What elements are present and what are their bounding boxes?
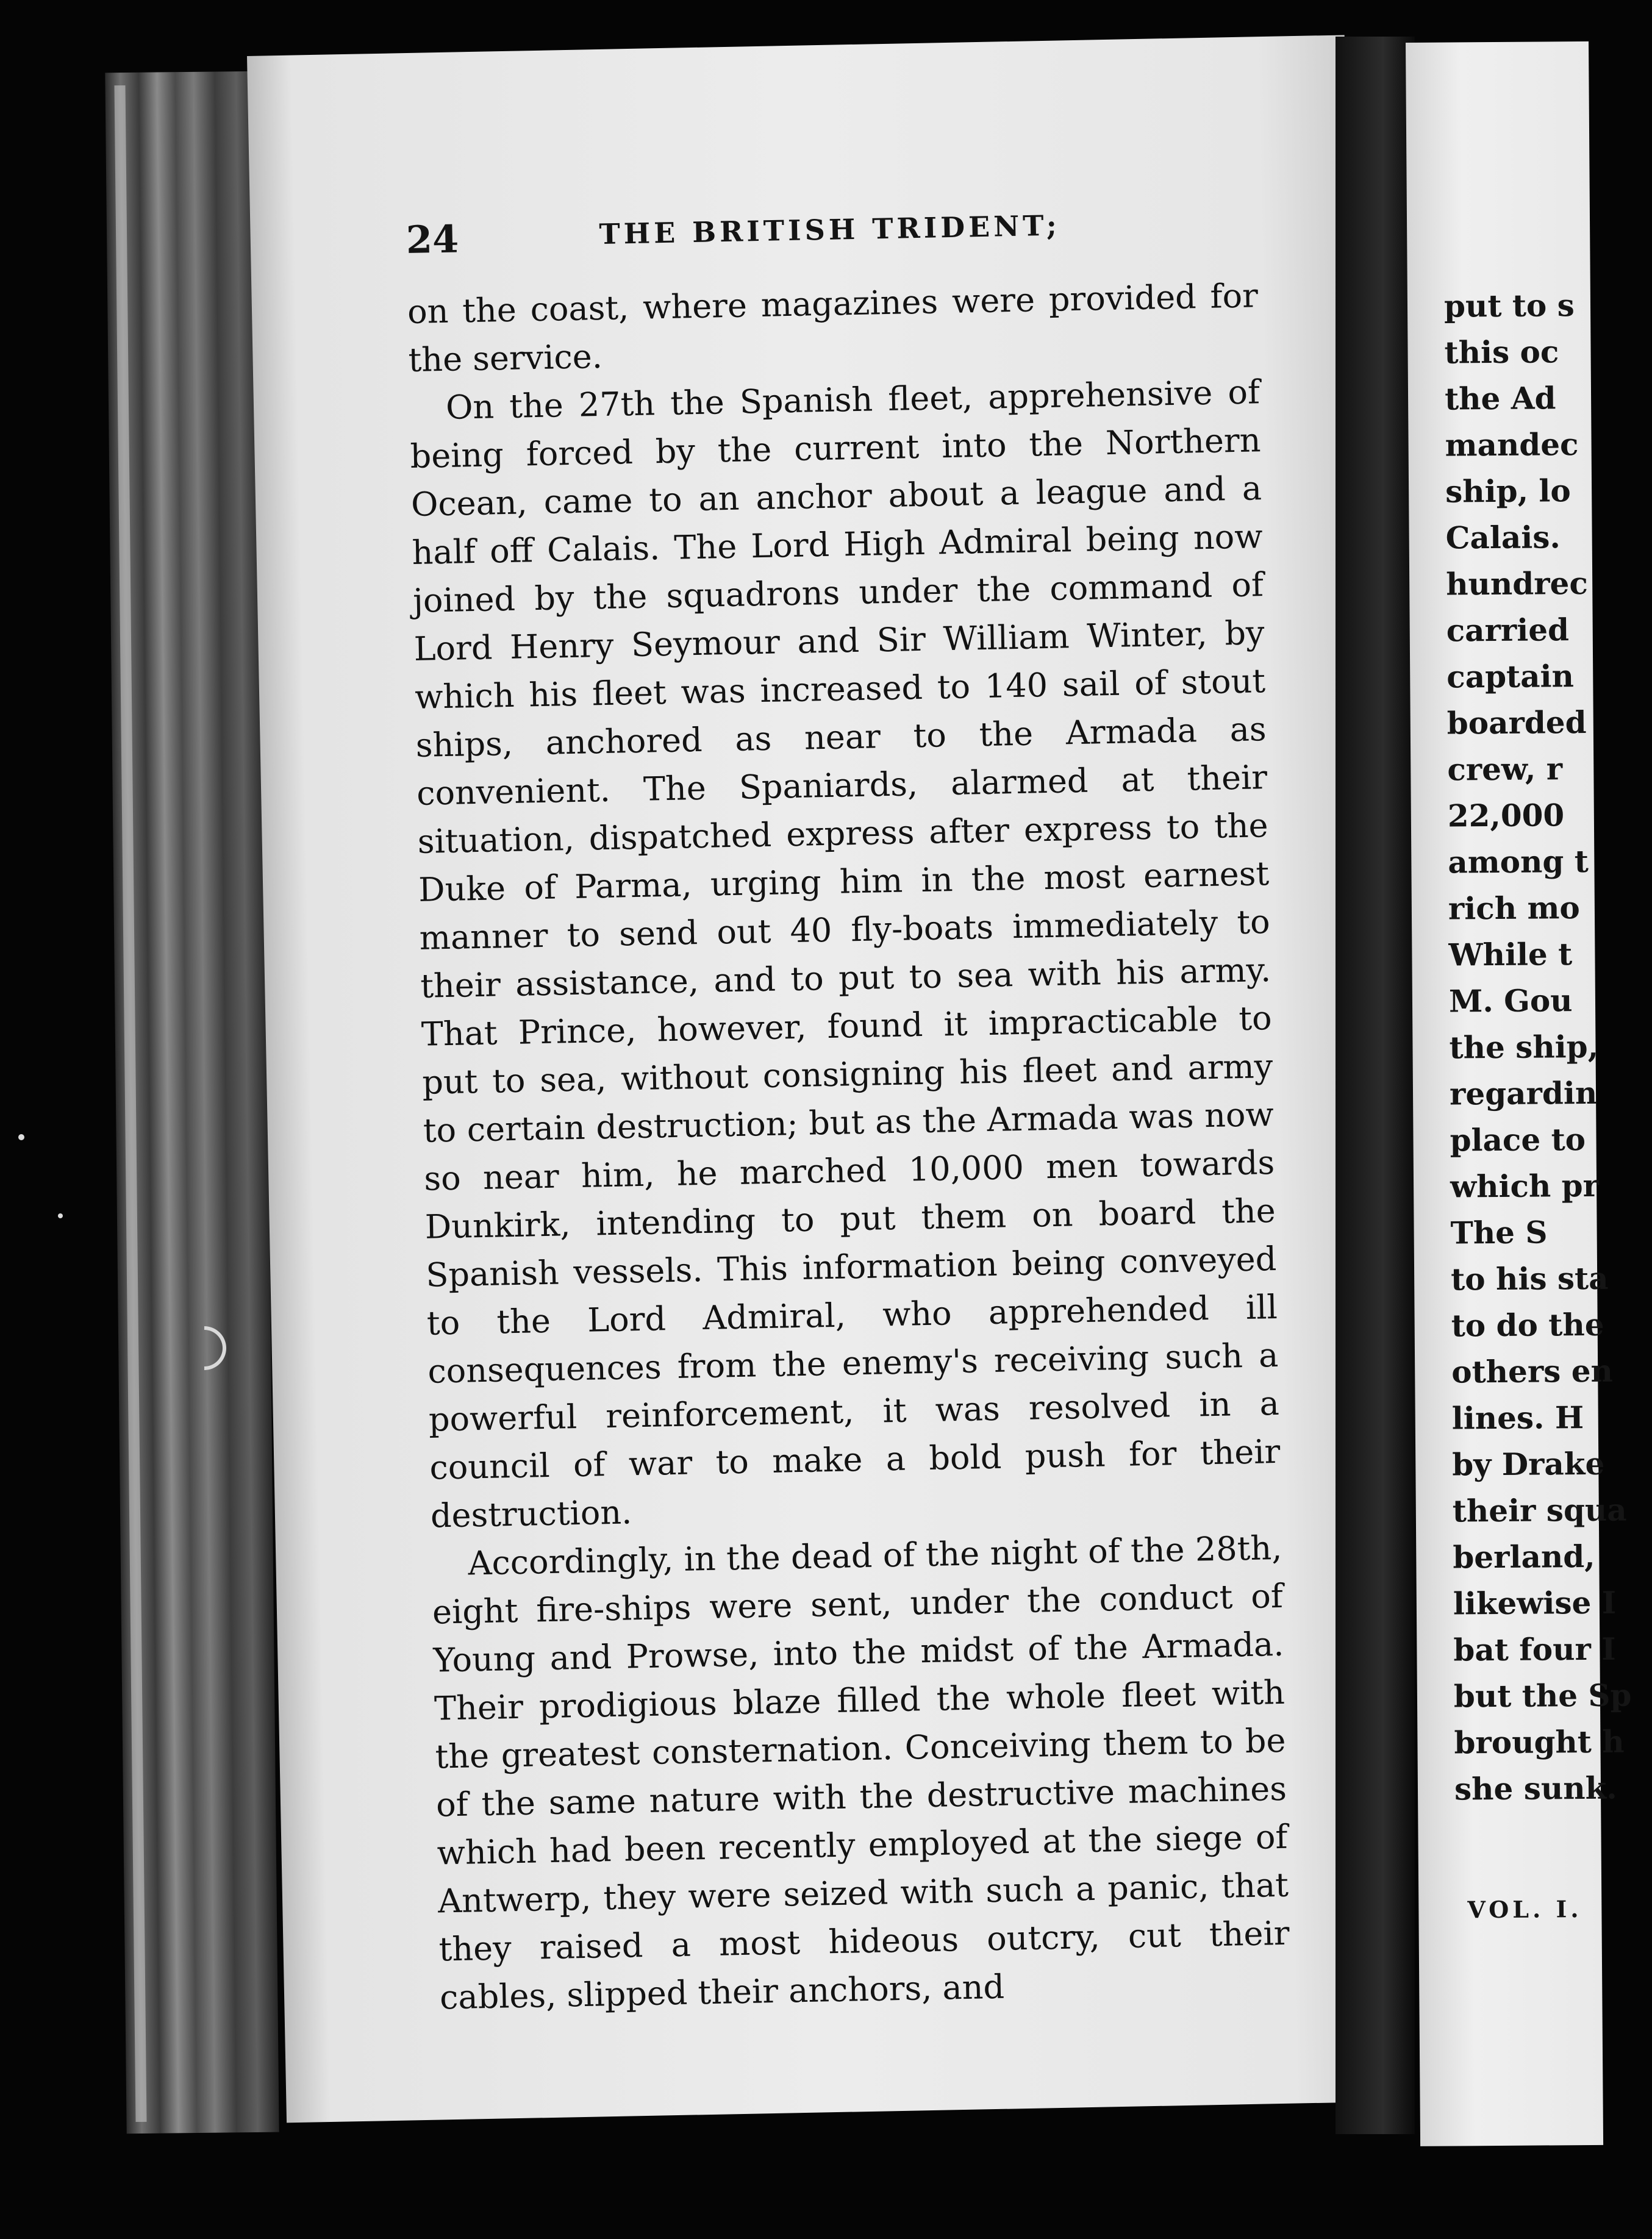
right-page-line: the Ad <box>1444 380 1556 417</box>
right-page-line: carried <box>1446 612 1570 649</box>
page-number: 24 <box>406 216 459 263</box>
left-page <box>247 35 1384 2123</box>
right-page-line: 22,000 <box>1447 797 1565 834</box>
right-page-line: regardin <box>1449 1074 1598 1112</box>
right-page-line: she sunk. <box>1454 1769 1617 1807</box>
right-page-line: hundrec <box>1445 565 1589 602</box>
right-page-line: crew, r <box>1447 751 1563 788</box>
right-page-line: this oc <box>1444 334 1559 371</box>
right-page-line: While t <box>1448 936 1573 973</box>
speck <box>18 1134 24 1140</box>
right-page-line: by Drake <box>1452 1445 1605 1483</box>
right-page-line: the ship, <box>1449 1028 1599 1066</box>
right-page-line: lines. H <box>1451 1399 1584 1437</box>
right-page-line: to his sta <box>1450 1260 1609 1298</box>
right-page-line: Calais. <box>1445 519 1561 556</box>
paragraph-1: on the coast, where magazines were provided for the service. <box>407 276 1259 380</box>
gutter-shadow <box>1336 37 1415 2134</box>
right-page-line: berland, <box>1453 1538 1595 1576</box>
right-page-line: which pr <box>1450 1167 1600 1205</box>
right-page <box>1406 41 1632 2146</box>
right-page-line: place to <box>1450 1121 1586 1159</box>
right-page-line: captain <box>1446 658 1575 695</box>
right-page-footer: VOL. I. <box>1467 1895 1582 1924</box>
right-page-line: others en <box>1451 1352 1614 1390</box>
right-page-line: put to s <box>1443 287 1575 324</box>
right-page-line: boarded <box>1446 704 1587 741</box>
page-header <box>406 201 1254 266</box>
right-page-line: to do the <box>1451 1306 1604 1344</box>
paragraph-3: Accordingly, in the dead of the night of the 28th, eight fire-ships were sent, under the conduct of Young and Prowse, into the midst of the Armada. Their prodigious blaze filled the whole fleet with the greatest consternation. Conceiving them to be of the same nature with the destructive machines which had been recently employed at the siege of Antwerp, they were seized with such a panic, that they raised a most hideous outcry, cut their cables, slipped their anchors, and <box>432 1528 1290 2017</box>
right-page-line: among t <box>1448 843 1589 880</box>
right-page-text <box>1444 282 1650 1812</box>
right-page-line: M. Gou <box>1448 982 1573 1020</box>
right-page-line: ship, lo <box>1445 473 1571 510</box>
right-page-line: but the Sp <box>1453 1677 1632 1715</box>
paragraph-2: On the 27th the Spanish fleet, apprehensive of being forced by the current into the Northern Ocean, came to an anchor about a league and a half off Calais. The Lord High Admiral being now joined by the squadrons under the command of Lord Henry Seymour and Sir William Winter, by which his fleet was increased to 140 sail of stout ships, anchored as near to the Armada as convenient. The Spaniards, alarmed at their situation, dispatched express after express to the Duke of Parma, urging him in the most earnest manner to send out 40 fly-boats immediately to their assistance, and to put to sea with his army. That Prince, however, found it impracticable to put to sea, without consigning his fleet and army to certain destruction; but as the Armada was now so near him, he marched 10,000 men towards Dunkirk, intending to put them on board the Spanish vessels. This information being conveyed to the Lord Admiral, who apprehended ill consequences from the enemy's receiving such a powerful reinforcement, it was resolved in a council of war to make a bold push for their destruction. <box>410 373 1281 1535</box>
speck <box>58 1213 63 1218</box>
right-page-line: their squa <box>1452 1491 1627 1529</box>
right-page-line: rich mo <box>1448 890 1580 927</box>
right-page-line: likewise I <box>1453 1584 1617 1622</box>
right-page-line: mandec <box>1445 426 1579 463</box>
body-text <box>407 271 1290 2021</box>
right-page-line: The S <box>1450 1214 1548 1251</box>
right-page-line: bat four I <box>1453 1630 1616 1668</box>
right-page-line: brought h <box>1454 1723 1625 1761</box>
running-head: THE BRITISH TRIDENT; <box>598 209 1061 251</box>
